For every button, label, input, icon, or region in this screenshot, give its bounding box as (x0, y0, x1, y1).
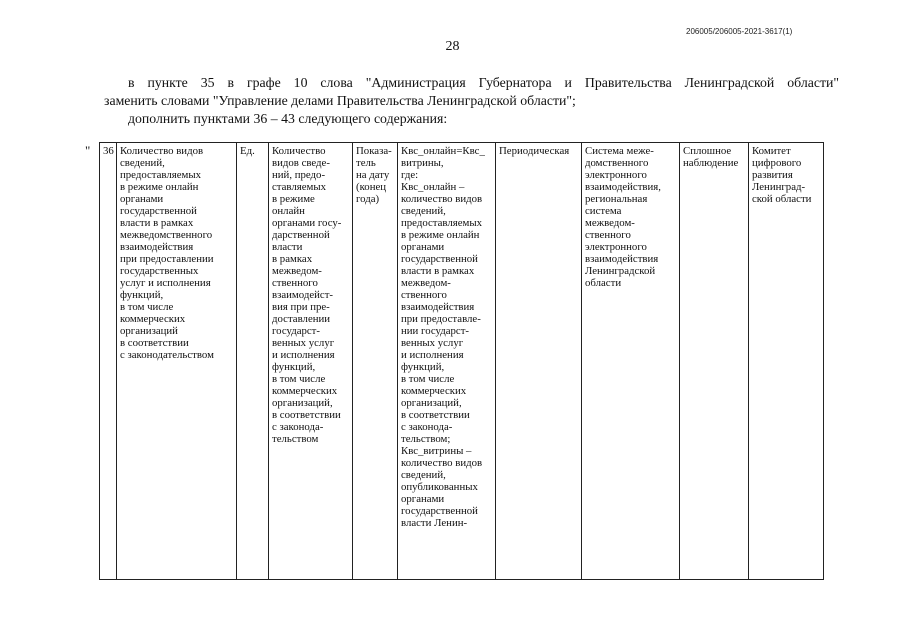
cell-line: тельством (272, 433, 319, 445)
cell-line: на дату (356, 169, 390, 181)
cell-line: количество видов (401, 457, 483, 469)
cell-line: взаимодействия (401, 301, 475, 313)
cell-line: государст- (272, 325, 320, 337)
cell-line: взаимодействия (585, 253, 659, 265)
cell-line: вия при пре- (272, 301, 330, 313)
cell-line: Система меже- (585, 145, 654, 157)
cell-line: с законодательством (120, 349, 214, 361)
cell-line: электронного (585, 169, 647, 181)
opening-quote-mark: " (85, 143, 91, 158)
cell-line: государственной (401, 505, 478, 517)
data-source-cell (582, 143, 680, 580)
cell-line: государственных (120, 265, 199, 277)
cell-line: в режиме онлайн (401, 229, 480, 241)
cell-line: Показа- (356, 145, 392, 157)
cell-line: онлайн (272, 205, 305, 217)
cell-line: где: (401, 169, 419, 181)
cell-line: предоставляемых (120, 169, 202, 181)
cell-line: организаций, (401, 397, 462, 409)
cell-line: при предоставлении (120, 253, 214, 265)
unit-cell: Ед. (237, 143, 269, 580)
cell-line: межведом- (272, 265, 322, 277)
paragraph-add-items: дополнить пунктами 36 – 43 следующего содержания: (128, 111, 448, 126)
cell-line: взаимодействия (120, 241, 194, 253)
cell-line: коммерческих (272, 385, 338, 397)
cell-line: цифрового (752, 157, 802, 169)
cell-line: в соответствии (272, 409, 341, 421)
cell-line: ственного (401, 289, 447, 301)
cell-line: ской области (752, 193, 812, 205)
cell-line: органами (401, 493, 445, 505)
cell-line: государственной (401, 253, 478, 265)
cell-line: Сплошное (683, 145, 732, 157)
cell-line: власти (272, 241, 303, 253)
cell-line: дарственной (272, 229, 330, 241)
cell-line: межведом- (401, 277, 451, 289)
cell-line: взаимодействия, (585, 181, 661, 193)
cell-line: Количество (272, 145, 326, 157)
responsible-body-cell (749, 143, 824, 580)
paragraph-replace-line2: заменить словами "Управление делами Правительства Ленинградской области"; (104, 93, 576, 108)
paragraph-replace-line1: в пункте 35 в графе 10 слова "Администрация Губернатора и Правительства Ленинградской области" (128, 75, 839, 90)
cell-line: ственного (272, 277, 318, 289)
cell-line: в том числе (120, 301, 174, 313)
cell-line: тельством; (401, 433, 451, 445)
cell-line: услуг и исполнения (120, 277, 211, 289)
row-number-cell: 36 (100, 143, 117, 580)
cell-line: предоставляемых (401, 217, 483, 229)
cell-line: органами (401, 241, 445, 253)
cell-line: Квс_витрины – (401, 445, 472, 457)
table-row (100, 143, 824, 580)
cell-line: года) (356, 193, 380, 205)
cell-line: в режиме (272, 193, 315, 205)
cell-line: система (585, 205, 622, 217)
cell-line: в соответствии (401, 409, 470, 421)
cell-line: межведом- (585, 217, 635, 229)
document-code: 206005/206005-2021-3617(1) (686, 27, 793, 36)
cell-line: сведений, (401, 469, 446, 481)
cell-line: опубликованных (401, 481, 478, 493)
cell-line: области (585, 277, 622, 289)
cell-line: органами госу- (272, 217, 342, 229)
cell-line: в том числе (401, 373, 455, 385)
cell-line: и исполнения (272, 349, 335, 361)
cell-line: организаций (120, 325, 178, 337)
cell-line: власти в рамках (120, 217, 194, 229)
periodicity-cell: Периодическая (496, 143, 582, 580)
time-characteristic-cell (353, 143, 398, 580)
cell-line: межведомственного (120, 229, 213, 241)
cell-line: доставлении (272, 313, 331, 325)
cell-line: электронного (585, 241, 647, 253)
definition-cell (269, 143, 353, 580)
cell-line: власти Ленин- (401, 517, 468, 529)
cell-line: наблюдение (683, 157, 739, 169)
cell-line: коммерческих (120, 313, 186, 325)
cell-line: Квс_онлайн=Квс_ (401, 145, 485, 157)
cell-line: функций, (272, 361, 316, 373)
cell-line: Комитет (752, 145, 791, 157)
cell-line: взаимодейст- (272, 289, 334, 301)
cell-line: органами (120, 193, 164, 205)
cell-line: венных услуг (401, 337, 464, 349)
cell-line: в соответствии (120, 337, 189, 349)
cell-line: развития (752, 169, 793, 181)
cell-line: с законода- (272, 421, 324, 433)
cell-line: сведений, (401, 205, 446, 217)
cell-line: венных услуг (272, 337, 335, 349)
cell-line: и исполнения (401, 349, 464, 361)
cell-line: функций, (120, 289, 164, 301)
indicators-table (99, 142, 824, 580)
cell-line: ставляемых (272, 181, 327, 193)
indicator-name-cell (117, 143, 237, 580)
cell-line: функций, (401, 361, 445, 373)
cell-line: ственного (585, 229, 631, 241)
cell-line: в рамках (272, 253, 313, 265)
cell-line: Квс_онлайн – (401, 181, 465, 193)
cell-line: витрины, (401, 157, 444, 169)
cell-line: тель (356, 157, 376, 169)
cell-line: коммерческих (401, 385, 467, 397)
cell-line: Ленинградской (585, 265, 656, 277)
cell-line: власти в рамках (401, 265, 475, 277)
cell-line: организаций, (272, 397, 333, 409)
cell-line: (конец (356, 181, 387, 193)
cell-line: видов сведе- (272, 157, 330, 169)
cell-line: при предоставле- (401, 313, 481, 325)
cell-line: в режиме онлайн (120, 181, 199, 193)
cell-line: количество видов (401, 193, 483, 205)
page-number: 28 (445, 39, 460, 54)
cell-line: с законода- (401, 421, 453, 433)
cell-line: Ленинград- (752, 181, 806, 193)
cell-line: в том числе (272, 373, 326, 385)
cell-line: домственного (585, 157, 649, 169)
collection-method-cell (680, 143, 749, 580)
formula-cell (398, 143, 496, 580)
cell-line: Количество видов (120, 145, 204, 157)
cell-line: сведений, (120, 157, 165, 169)
cell-line: региональная (585, 193, 648, 205)
cell-line: государственной (120, 205, 197, 217)
cell-line: нии государст- (401, 325, 470, 337)
cell-line: ний, предо- (272, 169, 326, 181)
